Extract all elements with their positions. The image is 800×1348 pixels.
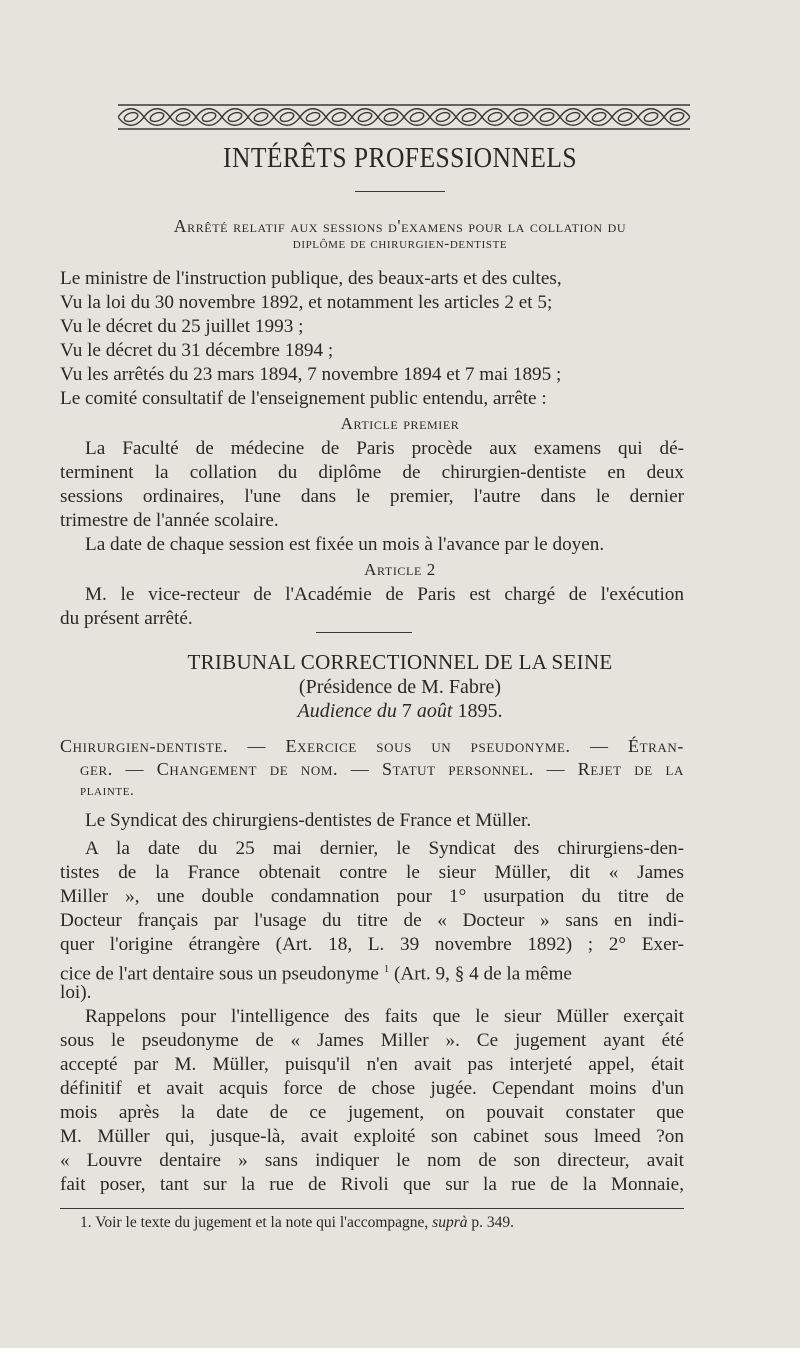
audience-month: août <box>416 700 453 722</box>
body-line: M. Müller qui, jusque-là, avait exploité son cabinet sous lmeed ?on <box>60 1126 684 1147</box>
footnote-rule <box>60 1208 684 1209</box>
body-line: « Louvre dentaire » sans indiquer le nom de son directeur, avait <box>60 1150 684 1171</box>
body-line: fait poser, tant sur la rue de Rivoli que sur la rue de la Monnaie, <box>60 1174 684 1195</box>
preamble-line: Vu le décret du 25 juillet 1993 ; <box>60 316 304 337</box>
article1-heading: Article premier <box>340 414 460 433</box>
body-line: définitif et avait acquis force de chose jugée. Cependant moins d'un <box>60 1078 684 1099</box>
arrete-heading-line2: diplôme de chirurgien-dentiste <box>292 236 508 252</box>
section-title: INTÉRÊTS PROFESSIONNELS <box>223 142 577 174</box>
article2-line: du présent arrêté. <box>60 608 193 629</box>
footnote-text: 1. Voir le texte du jugement et la note qui l'accompagne, <box>80 1214 429 1231</box>
article2-line: M. le vice-recteur de l'Académie de Paris est chargé de l'exécution <box>85 584 684 605</box>
tribunal-title: TRIBUNAL CORRECTIONNEL DE LA SEINE <box>187 650 613 674</box>
audience-prefix: Audience du <box>297 700 397 722</box>
preamble-line: Vu les arrêtés du 23 mars 1894, 7 novembre 1894 et 7 mai 1895 ; <box>60 364 562 385</box>
body-line: mois après la date de ce jugement, on pouvait constater que <box>60 1102 684 1123</box>
body-line: Rappelons pour l'intelligence des faits que le sieur Müller exerçait <box>85 1006 684 1027</box>
preamble-line: Le ministre de l'instruction publique, des beaux-arts et des cultes, <box>60 268 562 289</box>
article1-line: La Faculté de médecine de Paris procède aux examens qui dé- <box>85 438 684 459</box>
article1-line: La date de chaque session est fixée un mois à l'avance par le doyen. <box>85 534 605 555</box>
parties: Le Syndicat des chirurgiens-dentistes de France et Müller. <box>85 810 532 831</box>
presidence: (Présidence de M. Fabre) <box>298 676 502 698</box>
body-line: Docteur français par l'usage du titre de « Docteur » sans en indi- <box>60 910 684 931</box>
article1-line: sessions ordinaires, l'une dans le premier, l'autre dans le dernier <box>60 486 684 507</box>
article1-line: trimestre de l'année scolaire. <box>60 510 279 531</box>
body-line-tail: (Art. 9, § 4 de la même <box>393 963 572 985</box>
title-rule <box>355 191 445 192</box>
case-heading-line: plainte. <box>80 783 135 799</box>
footnote <box>80 1214 680 1232</box>
preamble-line: Vu le décret du 31 décembre 1894 ; <box>60 340 334 361</box>
footnote-italic: suprà <box>432 1214 468 1231</box>
body-line: quer l'origine étrangère (Art. 18, L. 39 novembre 1892) ; 2° Exer- <box>60 934 684 955</box>
audience-date <box>60 700 740 723</box>
body-line: A la date du 25 mai dernier, le Syndicat des chirurgiens-den- <box>85 838 684 859</box>
body-line: sous le pseudonyme de « James Miller ». Ce jugement ayant été <box>60 1030 684 1051</box>
article1-line: terminent la collation du diplôme de chirurgien-dentiste en deux <box>60 462 684 483</box>
body-line: tistes de la France obtenait contre le sieur Müller, dit « James <box>60 862 684 883</box>
preamble-line: Le comité consultatif de l'enseignement public entendu, arrête : <box>60 388 547 409</box>
ornament-border <box>118 104 690 130</box>
body-line-text: cice de l'art dentaire sous un pseudonyme <box>60 963 379 985</box>
case-heading-line: ger. — Changement de nom. — Statut personnel. — Rejet de la <box>80 759 684 779</box>
section-rule <box>316 632 412 633</box>
article2-heading: Article 2 <box>364 560 436 579</box>
body-line: Miller », une double condamnation pour 1° usurpation du titre de <box>60 886 684 907</box>
body-line: loi). <box>60 982 92 1003</box>
audience-year: 1895. <box>457 700 503 722</box>
footnote-marker: 1 <box>383 963 390 975</box>
arrete-heading-line1: Arrêté relatif aux sessions d'examens pour la collation du <box>173 216 627 236</box>
case-heading-line: Chirurgien-dentiste. — Exercice sous un pseudonyme. — Étran- <box>60 736 684 756</box>
preamble-line: Vu la loi du 30 novembre 1892, et notamment les articles 2 et 5; <box>60 292 553 313</box>
audience-day: 7 <box>401 700 412 722</box>
body-line: accepté par M. Müller, puisqu'il n'en avait pas interjeté appel, était <box>60 1054 684 1075</box>
footnote-page: p. 349. <box>471 1214 514 1231</box>
